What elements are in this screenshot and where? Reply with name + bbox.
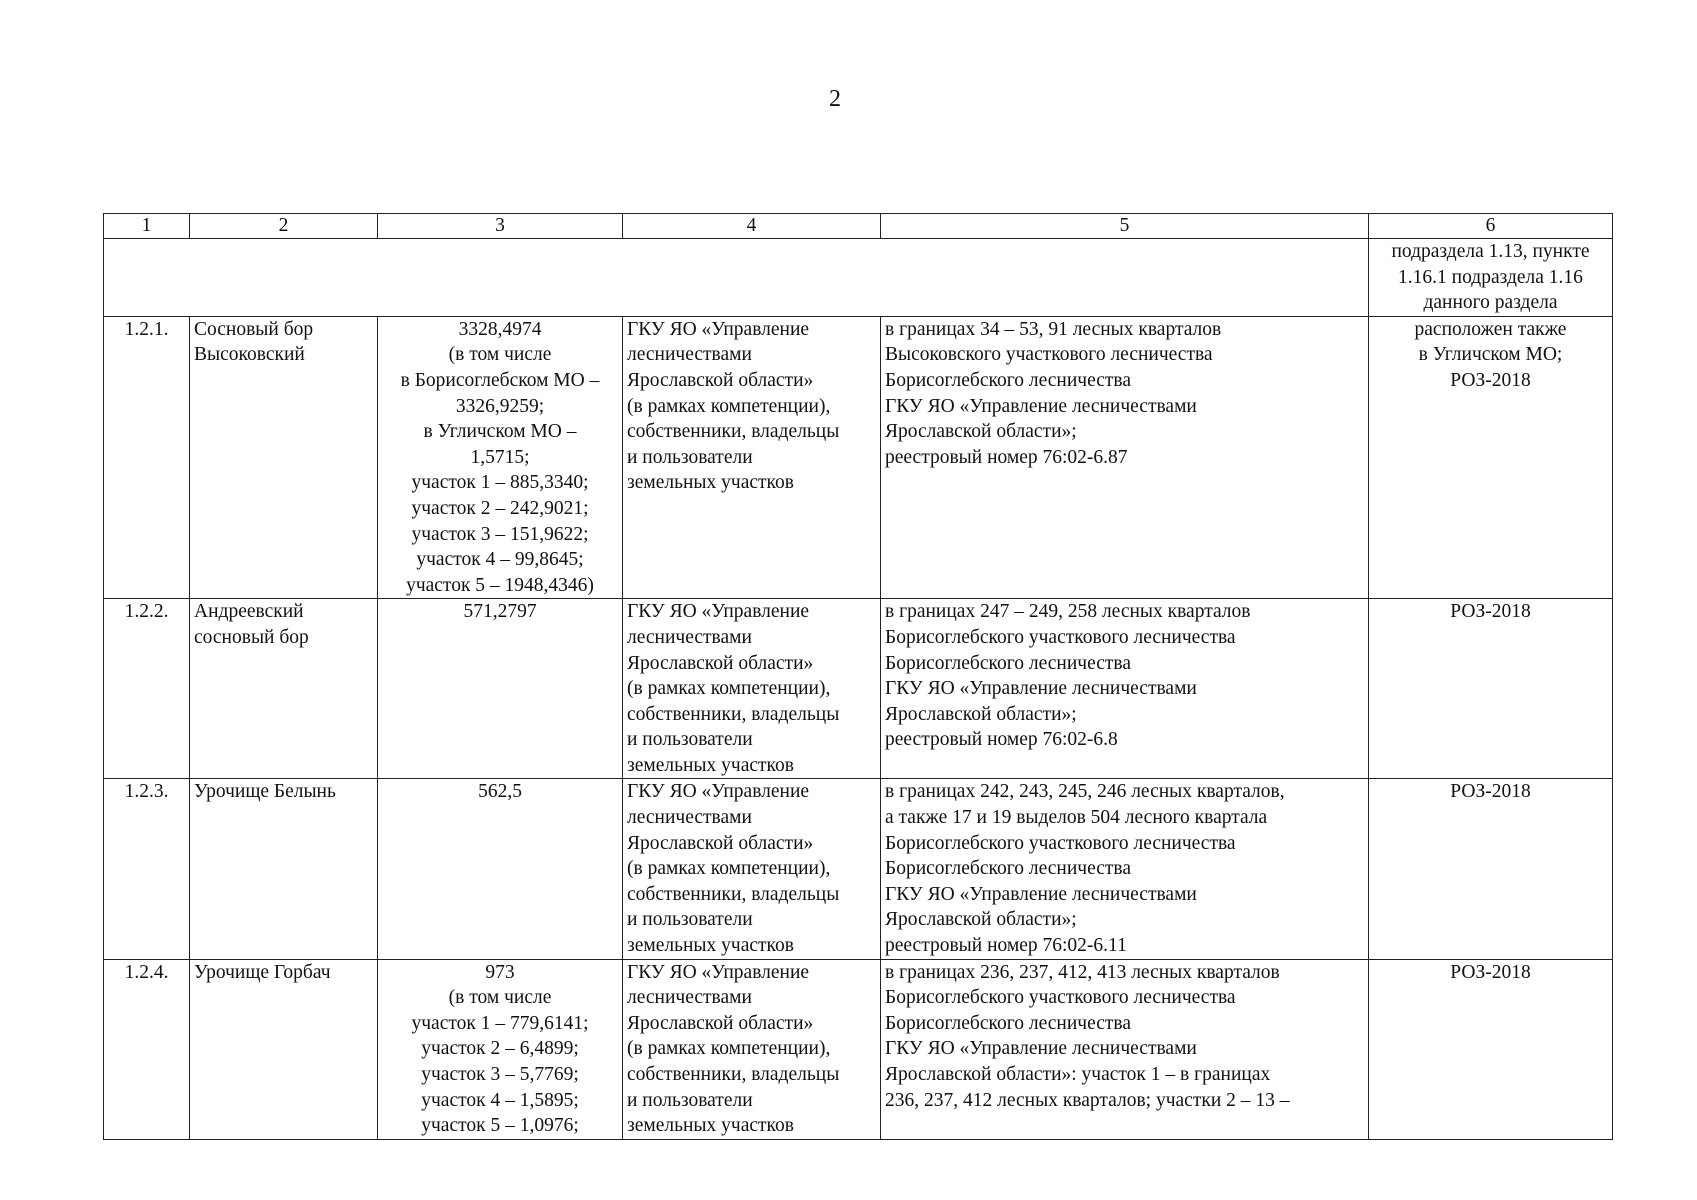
organization-cell xyxy=(623,779,881,959)
continuation-row xyxy=(104,239,1613,317)
text-line: участок 4 – 99,8645; xyxy=(416,549,584,571)
text-line: РОЗ-2018 xyxy=(1450,369,1531,391)
text-line: Ярославской области» xyxy=(627,832,814,854)
text-line: участок 1 – 779,6141; xyxy=(411,1012,589,1034)
table-header-row xyxy=(104,214,1613,239)
text-line: РОЗ-2018 xyxy=(1450,601,1531,623)
text-line: Ярославской области» xyxy=(627,369,814,391)
text-line: 571,2797 xyxy=(463,601,537,623)
text-line: Борисоглебского участкового лесничества xyxy=(885,832,1236,854)
text-line: Ярославской области»; xyxy=(885,703,1077,725)
row-number: 1.2.4. xyxy=(124,961,169,983)
text-line: участок 1 – 885,3340; xyxy=(411,472,589,494)
object-name-cell xyxy=(190,959,378,1139)
row-number-cell xyxy=(104,959,190,1139)
table-row xyxy=(104,779,1613,959)
text-line: участок 3 – 5,7769; xyxy=(421,1064,579,1085)
location-cell xyxy=(881,316,1369,599)
text-line: 3326,9259; xyxy=(455,395,545,417)
text-line: 3328,4974 xyxy=(458,318,542,340)
organization-cell xyxy=(623,599,881,779)
table-row xyxy=(104,316,1613,599)
text-line: и пользователи xyxy=(627,729,753,751)
text-line: и пользователи xyxy=(627,446,753,468)
text-line: участок 3 – 151,9622; xyxy=(411,523,589,545)
row-number-cell xyxy=(104,316,190,599)
text-line: данного раздела xyxy=(1423,292,1558,314)
text-line: лесничествами xyxy=(627,626,752,648)
text-line: Ярославской области» xyxy=(627,1012,814,1034)
area-cell xyxy=(378,599,623,779)
text-line: ГКУ ЯО «Управление лесничествами xyxy=(885,1038,1197,1060)
text-line: земельных участков xyxy=(627,1115,794,1137)
text-line: в Угличском МО; xyxy=(1418,344,1563,366)
text-line: в Борисоглебском МО – xyxy=(400,369,600,391)
text-line: Ярославской области»; xyxy=(885,421,1077,443)
text-line: ГКУ ЯО «Управление xyxy=(627,318,810,340)
text-line: Борисоглебского лесничества xyxy=(885,369,1132,391)
text-line: в границах 242, 243, 245, 246 лесных кварталов, xyxy=(885,781,1285,803)
text-line: земельных участков xyxy=(627,472,794,494)
text-line: участок 5 – 1948,4346) xyxy=(406,574,594,596)
text-line: реестровый номер 76:02-6.8 xyxy=(885,729,1118,751)
text-line: Высоковский xyxy=(194,344,305,366)
text-line: Сосновый бор xyxy=(194,318,314,340)
text-line: Урочище Белынь xyxy=(194,781,336,803)
text-line: участок 2 – 6,4899; xyxy=(421,1038,579,1060)
location-cell xyxy=(881,599,1369,779)
area-cell xyxy=(378,959,623,1139)
text-line: и пользователи xyxy=(627,909,753,931)
text-line: собственники, владельцы xyxy=(627,883,840,905)
text-line: ГКУ ЯО «Управление лесничествами xyxy=(885,395,1197,417)
text-line: собственники, владельцы xyxy=(627,703,840,725)
column-header: 6 xyxy=(1369,214,1613,239)
organization-cell xyxy=(623,959,881,1139)
column-header: 5 xyxy=(881,214,1369,239)
text-line: 236, 237, 412 лесных кварталов; участки 2 – 13 – xyxy=(885,1089,1290,1111)
text-line: ГКУ ЯО «Управление xyxy=(627,601,810,623)
table-row xyxy=(104,599,1613,779)
text-line: Высоковского участкового лесничества xyxy=(885,344,1213,366)
protected-areas-table xyxy=(103,213,1613,1140)
text-line: в границах 236, 237, 412, 413 лесных кварталов xyxy=(885,961,1280,983)
text-line: РОЗ-2018 xyxy=(1450,961,1531,983)
text-line: 562,5 xyxy=(478,781,522,803)
text-line: ГКУ ЯО «Управление xyxy=(627,781,810,803)
note-cell xyxy=(1369,316,1613,599)
page-number: 2 xyxy=(829,86,841,112)
text-line: реестровый номер 76:02-6.87 xyxy=(885,446,1128,468)
area-cell xyxy=(378,316,623,599)
text-line: Ярославской области» xyxy=(627,652,814,674)
text-line: Ярославской области»: участок 1 – в границах xyxy=(885,1064,1271,1085)
object-name-cell xyxy=(190,316,378,599)
organization-cell xyxy=(623,316,881,599)
location-cell xyxy=(881,959,1369,1139)
text-line: в границах 247 – 249, 258 лесных кварталов xyxy=(885,601,1251,623)
text-line: (в том числе xyxy=(448,344,552,366)
text-line: Борисоглебского участкового лесничества xyxy=(885,626,1236,648)
text-line: Борисоглебского лесничества xyxy=(885,1012,1132,1034)
text-line: ГКУ ЯО «Управление xyxy=(627,961,810,983)
text-line: 1,5715; xyxy=(470,446,530,468)
text-line: лесничествами xyxy=(627,987,752,1009)
text-line: лесничествами xyxy=(627,807,752,829)
text-line: сосновый бор xyxy=(194,626,309,648)
column-header: 3 xyxy=(378,214,623,239)
text-line: Борисоглебского участкового лесничества xyxy=(885,987,1236,1009)
text-line: ГКУ ЯО «Управление лесничествами xyxy=(885,678,1197,700)
text-line: собственники, владельцы xyxy=(627,421,840,443)
text-line: Борисоглебского лесничества xyxy=(885,652,1132,674)
text-line: земельных участков xyxy=(627,935,794,957)
text-line: участок 5 – 1,0976; xyxy=(421,1115,579,1137)
table-row xyxy=(104,959,1613,1139)
text-line: Андреевский xyxy=(194,601,304,623)
text-line: 1.16.1 подраздела 1.16 xyxy=(1398,266,1583,288)
text-line: подраздела 1.13, пункте xyxy=(1391,241,1590,262)
text-line: Урочище Горбач xyxy=(194,961,331,983)
row-number: 1.2.2. xyxy=(124,601,169,623)
text-line: Ярославской области»; xyxy=(885,909,1077,931)
text-line: (в рамках компетенции), xyxy=(627,858,831,880)
text-line: собственники, владельцы xyxy=(627,1064,840,1085)
text-line: в границах 34 – 53, 91 лесных кварталов xyxy=(885,318,1222,340)
column-header: 1 xyxy=(104,214,190,239)
note-cell xyxy=(1369,599,1613,779)
text-line: Борисоглебского лесничества xyxy=(885,858,1132,880)
continuation-empty-cell xyxy=(104,239,1369,317)
text-line: 973 xyxy=(485,961,515,983)
continuation-note-cell xyxy=(1369,239,1613,317)
text-line: и пользователи xyxy=(627,1089,753,1111)
text-line: (в рамках компетенции), xyxy=(627,395,831,417)
text-line: участок 2 – 242,9021; xyxy=(411,497,589,519)
text-line: (в том числе xyxy=(448,987,552,1009)
text-line: а также 17 и 19 выделов 504 лесного квартала xyxy=(885,807,1268,829)
text-line: реестровый номер 76:02-6.11 xyxy=(885,935,1127,957)
text-line: РОЗ-2018 xyxy=(1450,781,1531,803)
text-line: в Угличском МО – xyxy=(423,421,577,443)
location-cell xyxy=(881,779,1369,959)
row-number: 1.2.3. xyxy=(124,781,169,803)
text-line: (в рамках компетенции), xyxy=(627,1038,831,1060)
object-name-cell xyxy=(190,599,378,779)
column-header: 4 xyxy=(623,214,881,239)
note-cell xyxy=(1369,779,1613,959)
area-cell xyxy=(378,779,623,959)
row-number-cell xyxy=(104,779,190,959)
column-header: 2 xyxy=(190,214,378,239)
note-cell xyxy=(1369,959,1613,1139)
row-number-cell xyxy=(104,599,190,779)
object-name-cell xyxy=(190,779,378,959)
text-line: земельных участков xyxy=(627,754,794,776)
text-line: (в рамках компетенции), xyxy=(627,678,831,700)
text-line: расположен также xyxy=(1414,318,1567,340)
text-line: участок 4 – 1,5895; xyxy=(421,1089,579,1111)
text-line: ГКУ ЯО «Управление лесничествами xyxy=(885,883,1197,905)
text-line: лесничествами xyxy=(627,344,752,366)
row-number: 1.2.1. xyxy=(124,318,169,340)
